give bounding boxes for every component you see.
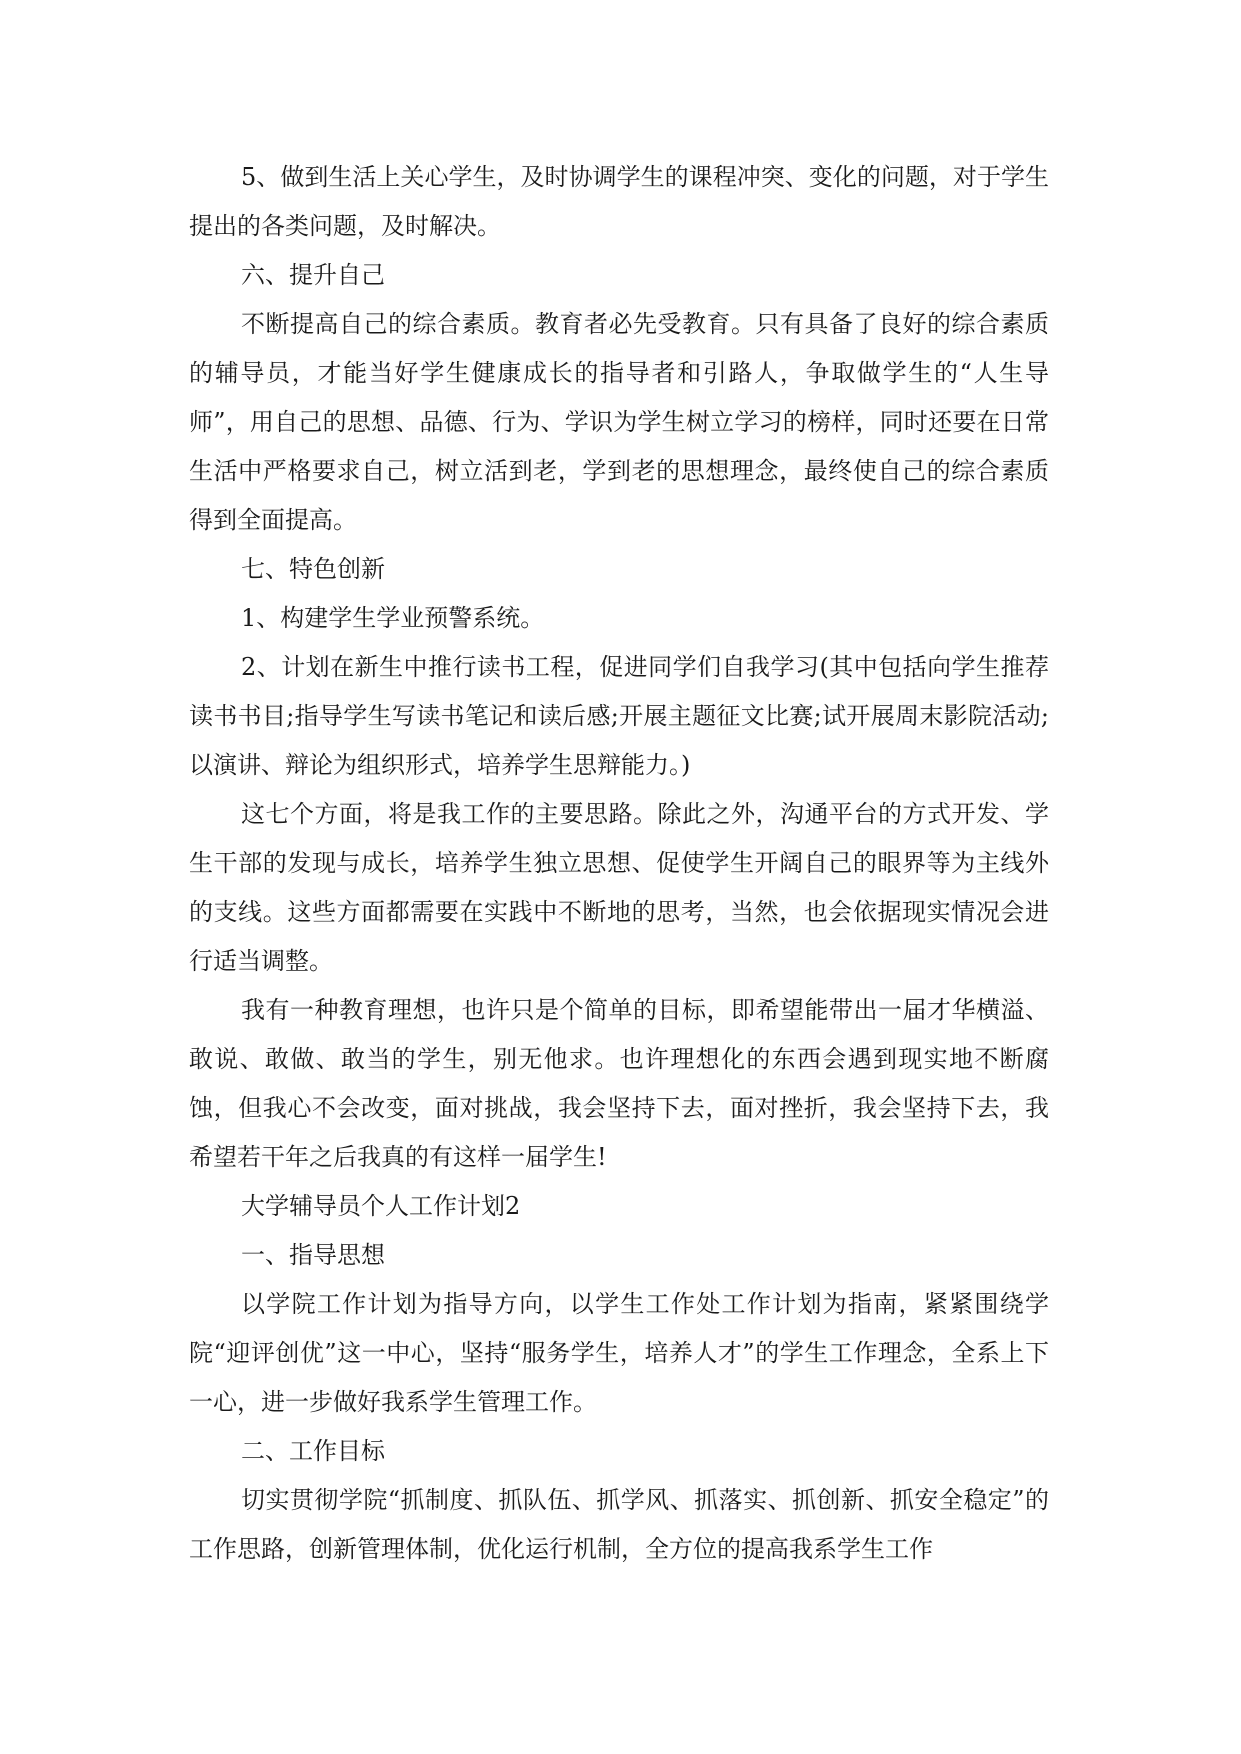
document-subtitle: 大学辅导员个人工作计划2 — [241, 1192, 521, 1220]
paragraph-summary: 这七个方面，将是我工作的主要思路。除此之外，沟通平台的方式开发、学生干部的发现与成长，培养学生独立思想、促使学生开阔自己的眼界等为主线外的支线。这些方面都需要在实践中不断地的思考，当然，也会依据现实情况会进行适当调整。 — [189, 800, 1049, 975]
paragraph-item-2: 2、计划在新生中推行读书工程，促进同学们自我学习(其中包括向学生推荐读书书目;指导学生写读书笔记和读后感;开展主题征文比赛;试开展周末影院活动;以演讲、辩论为组织形式，培养学生思辩能力。) — [189, 653, 1049, 779]
paragraph-item-1: 1、构建学生学业预警系统。 — [241, 604, 545, 632]
paragraph-guiding-thought: 以学院工作计划为指导方向，以学生工作处工作计划为指南，紧紧围绕学院“迎评创优”这一中心，坚持“服务学生，培养人才”的学生工作理念，全系上下一心，进一步做好我系学生管理工作。 — [189, 1290, 1049, 1416]
section-heading-goals: 二、工作目标 — [241, 1437, 385, 1465]
section-heading-7: 七、特色创新 — [241, 555, 385, 583]
document-body — [189, 153, 1049, 1574]
paragraph-item-5: 5、做到生活上关心学生，及时协调学生的课程冲突、变化的问题，对于学生提出的各类问题，及时解决。 — [189, 163, 1049, 240]
paragraph-ideal: 我有一种教育理想，也许只是个简单的目标，即希望能带出一届才华横溢、敢说、敢做、敢当的学生，别无他求。也许理想化的东西会遇到现实地不断腐蚀，但我心不会改变，面对挑战，我会坚持下去，面对挫折，我会坚持下去，我希望若干年之后我真的有这样一届学生! — [189, 996, 1049, 1171]
paragraph-goals: 切实贯彻学院“抓制度、抓队伍、抓学风、抓落实、抓创新、抓安全稳定”的工作思路，创新管理体制，优化运行机制，全方位的提高我系学生工作 — [189, 1486, 1049, 1563]
paragraph-self-improvement: 不断提高自己的综合素质。教育者必先受教育。只有具备了良好的综合素质的辅导员，才能当好学生健康成长的指导者和引路人，争取做学生的“人生导师”，用自己的思想、品德、行为、学识为学生树立学习的榜样，同时还要在日常生活中严格要求自己，树立活到老，学到老的思想理念，最终使自己的综合素质得到全面提高。 — [189, 310, 1049, 534]
section-heading-6: 六、提升自己 — [241, 261, 385, 289]
section-heading-guiding-thought: 一、指导思想 — [241, 1241, 385, 1269]
